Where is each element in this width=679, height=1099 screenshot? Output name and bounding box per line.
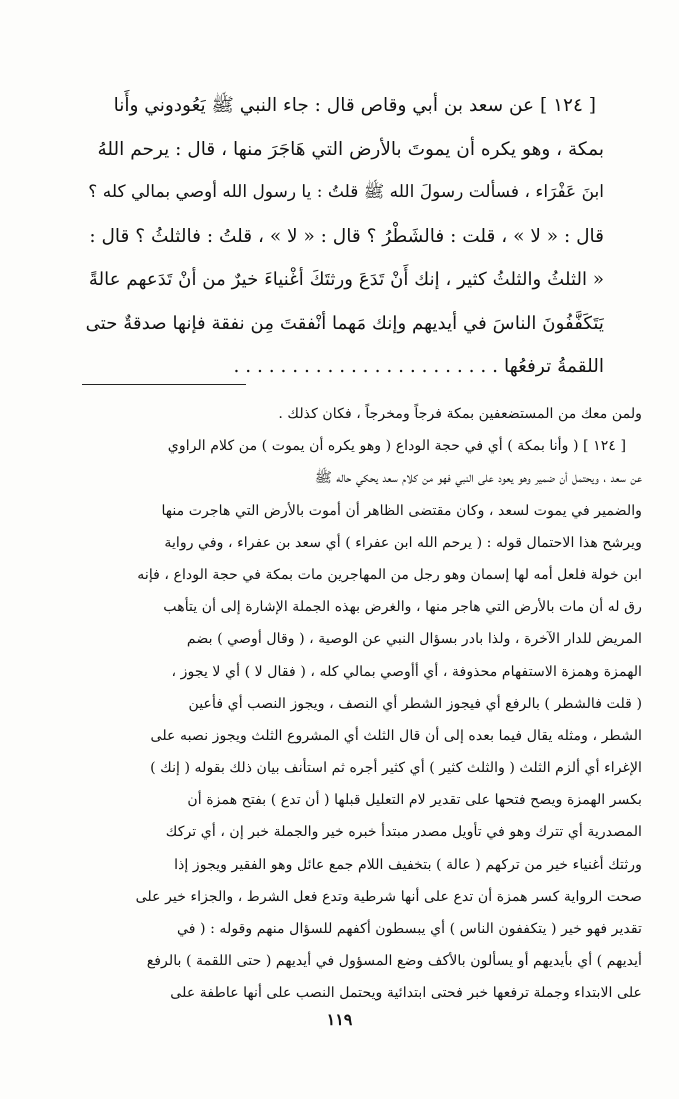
commentary-line: ولمن معك من المستضعفين بمكة فرجاً ومخرجاً ، فكان كذلك . — [278, 406, 642, 422]
commentary-line: الهمزة وهمزة الاستفهام محذوفة ، أي أأوصي بمالي كله ، ( فقال لا ) أي لا يجوز ، — [171, 663, 642, 680]
footnote-divider — [82, 384, 246, 385]
hadith-line: يَتَكَفَّفُونَ الناسَ في أيديهم وإنك مَهما أنْفقتَ مِن نفقة فإنها صدقةٌ حتى — [85, 312, 604, 334]
commentary-line: الشطر ، ومثله يقال فيما بعده إلى أن قال الثلث أي المشروع الثلث ويجوز نصبه على — [150, 727, 642, 744]
commentary-line: صحت الرواية كسر همزة أن تدع على أنها شرطية وتدع فعل الشرط ، والجزاء خير على — [135, 888, 642, 905]
commentary-line: المصدرية أي تترك وهو في تأويل مصدر مبتدأ خبره خير والجملة خبر إن ، أي تركك — [165, 824, 642, 841]
commentary-line: والضمير في يموت لسعد ، وكان مقتضى الظاهر أن أموت بالأرض التي هاجرت منها — [161, 502, 642, 519]
commentary-line: عن سعد ، ويحتمل أن ضمير وهو يعود على النبي فهو من كلام سعد يحكي حاله ﷺ — [314, 470, 642, 487]
commentary-line: ( قلت فالشطر ) بالرفع أي فيجوز الشطر أي النصف ، ويجوز النصب أي فأعين — [188, 695, 642, 712]
commentary-line: على الابتداء وجملة ترفعها خبر فحتى ابتدائية ويحتمل النصب على أنها عاطفة على — [170, 985, 642, 1002]
hadith-line: « الثلثُ والثلثُ كثير ، إنك أَنْ تَدَعَ ورثتَكَ أغْنياءَ خيرٌ من أنْ تَدَعهم عالةً — [88, 269, 604, 290]
commentary-line: أيديهم ) أي بأيديهم أو يسألون بالأكف وضع المسؤول في أيديهم ( حتى اللقمة ) بالرفع — [146, 953, 642, 970]
commentary-line: تقدير فهو خير ( يتكففون الناس ) أي يبسطون أكفهم للسؤال منهم وقوله : ( في — [176, 921, 642, 937]
commentary-line: ويرشح هذا الاحتمال قوله : ( يرحم الله ابن عفراء ) أي سعد بن عفراء ، وفي رواية — [164, 534, 642, 551]
commentary-line: المريض للدار الآخرة ، ولذا بادر بسؤال النبي عن الوصية ، ( وقال أوصي ) بضم — [186, 631, 642, 648]
hadith-line: بمكة ، وهو يكره أن يموتَ بالأرض التي هَاجَرَ منها ، قال : يرحم اللهُ — [97, 138, 604, 160]
commentary-line: [ ١٢٤ ] ( وأنا بمكة ) أي في حجة الوداع ( وهو يكره أن يموت ) من كلام الراوي — [167, 438, 626, 455]
commentary-line: ابن خولة فلعل أمه لها إسمان وهو رجل من المهاجرين مات بمكة في حجة الوداع ، فإنه — [137, 566, 642, 583]
commentary-line: ورثتك أغنياء خير من تركهم ( عالة ) بتخفيف اللام جمع عائل وهو الفقير ويجوز إذا — [174, 856, 642, 873]
hadith-line: [ ١٢٤ ] عن سعد بن أبي وقاص قال : جاء النبي ﷺ يَعُودوني وأَنا — [113, 95, 596, 116]
commentary-line: بكسر الهمزة ويصح فتحها على تقدير لام التعليل قبلها ( أن تدع ) بفتح همزة أن — [187, 792, 642, 809]
hadith-line: قال : « لا » ، قلت : فالشَطْرُ ؟ قال : « لا » ، قلتُ : فالثلثُ ؟ قال : — [89, 225, 604, 247]
page-number: ١١٩ — [326, 1010, 353, 1029]
commentary-line: رق له أن مات بالأرض التي هاجر منها ، والغرض بهذه الجملة الإشارة إلى أن يتأهب — [163, 599, 642, 616]
hadith-line: اللقمةُ ترفعُها . . . . . . . . . . . . . . . . . . . . . . . — [233, 356, 604, 377]
hadith-line: ابنَ عَفْرَاء ، فسألت رسولَ الله ﷺ قلتُ : يا رسول الله أوصي بمالي كله ؟ — [88, 182, 604, 202]
commentary-text — [50, 398, 642, 1010]
hadith-text — [84, 84, 604, 389]
commentary-line: الإغراء أي ألزم الثلث ( والثلث كثير ) أي كثير أجره ثم استأنف بيان ذلك بقوله ( إنك ) — [150, 760, 642, 777]
